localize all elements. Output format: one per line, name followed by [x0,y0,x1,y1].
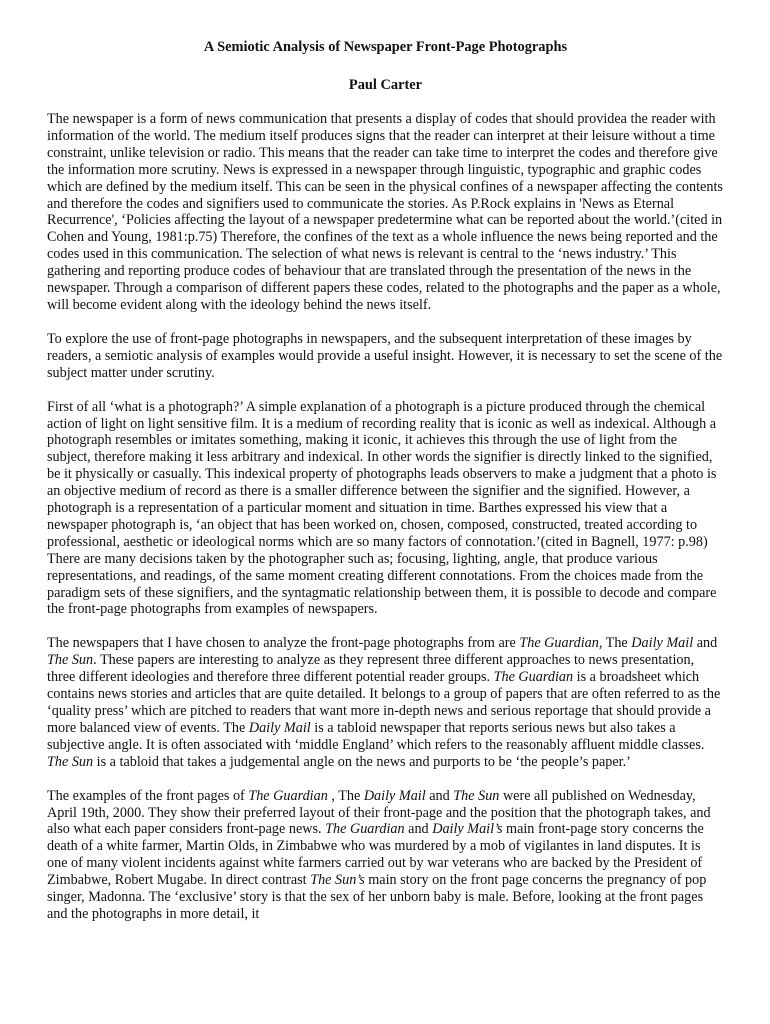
paragraph-4-text: is a broadsheet which contains news stories and articles that are quite detailed. It belongs to a group of papers that are often referred to as the ‘quality press’ which are pitched to readers that want more in-depth news and serious reportage that should provide a more balanced view of events. The [47,669,721,736]
paragraph-5-text: were all published on Wednesday, April 19th, 2000. They show their preferred layout of their front-page and the position that the photograph takes, and also what each paper considers front-page news. [47,787,711,838]
newspaper-name-sun: The Sun’s [310,872,365,889]
paragraph-4-text: is a tabloid that takes a judgemental angle on the news and purports to be ‘the people’s paper.’ [93,753,631,770]
paragraph-5-text: and [404,821,433,838]
paragraph-2: To explore the use of front-page photographs in newspapers, and the subsequent interpretation of these images by readers, a semiotic analysis of examples would provide a useful insight. However, it is necessary to set the scene of the subject matter under scrutiny. [47,330,723,381]
newspaper-name-sun: The Sun [47,753,94,770]
newspaper-name-daily-mail: Daily Mail [248,719,311,736]
newspaper-name-guardian: The Guardian [325,821,405,838]
author-name: Paul Carter [348,77,423,93]
paragraph-5-text: The examples of the front pages of [47,787,249,804]
paragraph-5 [47,788,724,923]
newspaper-name-daily-mail: Daily Mail’s [432,821,503,838]
document-title: A Semiotic Analysis of Newspaper Front-Page Photographs [203,39,568,55]
newspaper-name-guardian: The Guardian [248,787,328,804]
newspaper-name-guardian: The Guardian, [519,635,603,652]
paragraph-3: First of all ‘what is a photograph?’ A simple explanation of a photograph is a picture produced through the chemical action of light on light sensitive film. It is a medium of recording reality that is iconic as well as indexical. Although a photograph resembles or imitates something, making it iconic, it achieves this through the use of light from the subject, therefore making it less arbitrary and indexical. In other words the signifier is directly linked to the signified, be it physically or casually. This indexical property of photographs leads observers to make a judgment that a photo is an objective medium of record as there is a smaller difference between the signifier and the signified. However, a photograph is a representation of a particular moment and situation in time. Barthes expressed his view that a newspaper photograph is, ‘an object that has been worked on, chosen, composed, constructed, treated according to professional, aesthetic or ideological norms which are so many factors of connotation.’(cited in Bagnell, 1977: p.98) There are many decisions taken by the photographer such as; focusing, lighting, angle, that produce various representations, and readings, of the same moment creating different connotations. From the choices made from the paradigm sets of these signifiers, and the syntagmatic relationship between them, it is possible to decode and compare the front-page photographs from examples of newspapers. [47,398,717,618]
newspaper-name-daily-mail: Daily Mail [631,635,694,652]
paragraph-4 [47,635,724,770]
newspaper-name-sun: The Sun [453,787,500,804]
newspaper-name-guardian: The Guardian [493,669,574,686]
paragraph-5-text: main story on the front page concerns the pregnancy of pop singer, Madonna. The ‘exclusive’ story is that the sex of her unborn baby is male. Before, looking at the front pages and the photographs in more detail, it [47,872,707,922]
paragraph-4-text: is a tabloid newspaper that reports serious news but also takes a subjective angle. It is often associated with ‘middle England’ which refers to the reasonably affluent middle classes. [47,719,705,753]
newspaper-name-daily-mail: Daily Mail [363,787,426,804]
paragraph-5-text: main front-page story concerns the death of a white farmer, Martin Olds, in Zimbabwe who was murdered by a mob of vigilantes in land disputes. It is one of many violent incidents against white farmers carried out by war veterans who are backed by the President of Zimbabwe, Robert Mugabe. In direct contrast [47,821,704,889]
paragraph-1: The newspaper is a form of news communication that presents a display of codes that should providea the reader with information of the world. The medium itself produces signs that the reader can interpret at their leisure without a time constraint, unlike television or radio. This means that the reader can take time to interpret the codes and therefore give the information more scrutiny. News is expressed in a newspaper through linguistic, typographic and graphic codes which are defined by the medium itself. This can be seen in the physical confines of a newspaper affecting the contents and therefore the codes and signifiers used to communicate the stories. As P.Rock explains in 'News as Eternal Recurrence', ‘Policies affecting the layout of a newspaper predetermine what can be reported about the world.’(cited in Cohen and Young, 1981:p.75) Therefore, the confines of the text as a whole influence the news being reported and the codes used in this communication. The selection of what news is relevant is central to the ‘news industry.’ This gathering and reporting produce codes of behaviour that are translated through the presentation of the news in the newspaper. Through a comparison of different papers these codes, related to the photographs and the paper as a whole, will become evident along with the ideology behind the news itself. [47,111,723,313]
newspaper-name-sun: The Sun [47,652,94,669]
paragraph-4-text: and [693,635,718,652]
paragraph-5-text: , The [327,787,364,804]
paragraph-4-text: . These papers are interesting to analyze as they represent three different approaches to news presentation, three different ideologies and therefore three different potential reader groups. [47,652,695,686]
paragraph-5-text: and [425,787,454,804]
paragraph-4-text: The newspapers that I have chosen to analyze the front-page photographs from are [47,635,520,652]
paragraph-4-text: The [602,635,632,652]
